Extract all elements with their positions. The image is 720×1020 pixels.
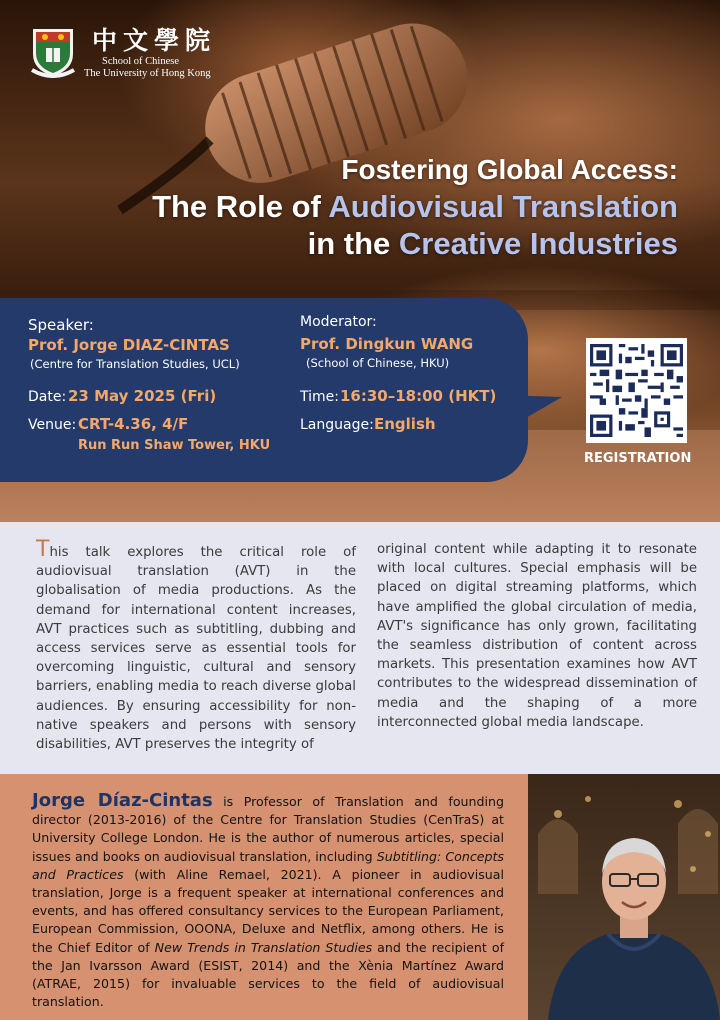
time-value: 16:30–18:00 (HKT): [340, 387, 497, 405]
book-series-new-trends: New Trends in Translation Studies: [154, 939, 373, 955]
speaker-portrait-image: [528, 774, 720, 1020]
abstract-section: [0, 522, 720, 774]
speaker-label: Speaker:: [28, 316, 94, 334]
book-title-subtitling: Subtitling: Concepts and Practices: [32, 848, 504, 882]
bio-text-3: and the recipient of the Jan Ivarsson Award (ESIST, 2014) and the Xènia Martínez Award (ATRAE, 2015) for invaluable services to the field of audiovisual translation.: [32, 939, 505, 1010]
abstract-column-left: [36, 537, 356, 754]
event-details-box: [0, 298, 528, 482]
qr-code-icon: [590, 342, 683, 439]
speaker-bio-text: [32, 792, 504, 1011]
school-name-chinese: 中文學院: [92, 26, 217, 55]
date-value: 23 May 2025 (Fri): [68, 387, 217, 405]
speaker-affiliation: (Centre for Translation Studies, UCL): [30, 357, 240, 371]
language-label: Language:: [300, 417, 374, 433]
title-line-3: [152, 225, 678, 262]
title-line-3-text: in the: [307, 226, 399, 261]
venue-building: Run Run Shaw Tower, HKU: [78, 438, 271, 453]
moderator-affiliation: (School of Chinese, HKU): [306, 356, 450, 370]
speaker-bio-section: [0, 774, 720, 1020]
event-title: [152, 152, 678, 262]
speaker-photo: [528, 774, 720, 1020]
title-highlight-avt: Audiovisual Translation: [328, 189, 678, 224]
time-label: Time:: [300, 389, 339, 405]
language-value: English: [374, 415, 436, 433]
bio-speaker-name: Jorge Díaz-Cintas: [32, 790, 213, 811]
registration-label[interactable]: REGISTRATION: [584, 451, 692, 466]
moderator-name: Prof. Dingkun WANG: [300, 335, 474, 353]
hku-crest-icon: [30, 26, 76, 78]
registration-qr-code[interactable]: [586, 338, 687, 443]
date-label: Date:: [28, 389, 67, 405]
speaker-name: Prof. Jorge DIAZ-CINTAS: [28, 336, 230, 354]
abstract-dropcap: T: [36, 537, 50, 562]
abstract-left-text: his talk explores the critical role of audiovisual translation (AVT) in the globalisation of media productions. As the demand for international content increases, AVT practices such as subtitling, dubbing and access services serve as essential tools for overcoming linguistic, cultural and sensory barriers, enabling media to reach diverse global audiences. By ensuring accessibility for non-native speakers and persons with sensory disabilities, AVT preserves the integrity of: [36, 545, 356, 753]
bio-text-2: (with Aline Remael, 2021). A pioneer in audiovisual translation, Jorge is a frequent speaker at international conferences and events, and has offered consultancy services to the European Parliament, European Commission, OOONA, Deluxe and Netflix, among others. He is the Chief Editor of: [32, 866, 505, 955]
abstract-column-right: original content while adapting it to resonate with local cultures. Special emphasis will be placed on digital streaming platforms, which have amplified the global circulation of media, AVT's significance has only grown, facilitating the seamless distribution of content across markets. This presentation examines how AVT contributes to the widespread dissemination of media and the shaping of a more interconnected global media landscape.: [377, 542, 697, 730]
venue-label: Venue:: [28, 417, 77, 433]
title-highlight-creative: Creative Industries: [398, 226, 678, 261]
hku-logo: [30, 26, 216, 80]
school-name-english: School of Chinese: [102, 56, 179, 67]
moderator-label: Moderator:: [300, 314, 377, 330]
bio-text-1: is Professor of Translation and founding director (2013-2016) of the Centre for Translation Studies (CenTraS) at University College London. He is the author of numerous articles, special issues and books on audiovisual translation, including: [32, 794, 504, 864]
title-line-2: [152, 188, 678, 225]
university-name: The University of Hong Kong: [84, 68, 211, 79]
venue-value: CRT-4.36, 4/F: [78, 415, 189, 433]
speech-bubble-tail: [500, 395, 564, 435]
title-line-1: Fostering Global Access:: [341, 154, 678, 185]
title-line-2-text: The Role of: [152, 189, 329, 224]
